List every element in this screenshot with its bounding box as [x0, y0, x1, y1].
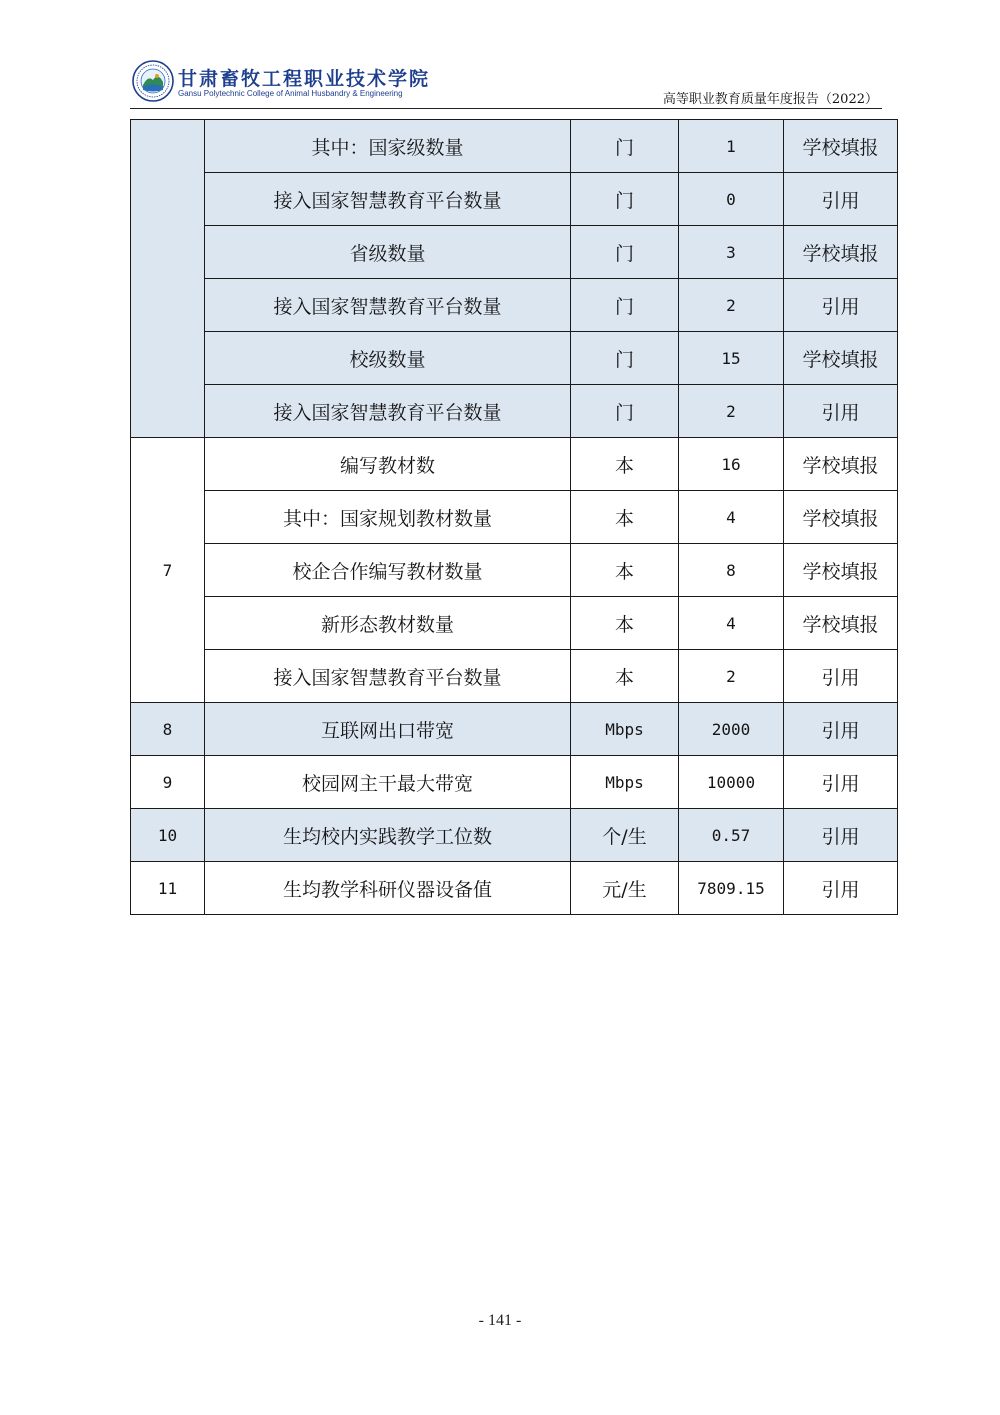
value-cell: 3 — [679, 226, 784, 279]
source-cell: 引用 — [784, 756, 898, 809]
value-cell: 2 — [679, 279, 784, 332]
value-cell: 1 — [679, 120, 784, 173]
table-row — [131, 597, 898, 650]
source-cell: 学校填报 — [784, 491, 898, 544]
table-row — [131, 173, 898, 226]
unit-cell: 本 — [571, 438, 679, 491]
table-row — [131, 650, 898, 703]
value-cell: 4 — [679, 597, 784, 650]
table-row — [131, 544, 898, 597]
unit-cell: 个/生 — [571, 809, 679, 862]
value-cell: 2000 — [679, 703, 784, 756]
source-cell: 引用 — [784, 385, 898, 438]
item-cell: 其中：国家级数量 — [205, 120, 571, 173]
row-index-cell: 7 — [131, 438, 205, 703]
source-cell: 学校填报 — [784, 120, 898, 173]
table-row — [131, 756, 898, 809]
source-cell: 学校填报 — [784, 332, 898, 385]
table-row — [131, 279, 898, 332]
table-row — [131, 491, 898, 544]
value-cell: 16 — [679, 438, 784, 491]
item-cell: 其中：国家规划教材数量 — [205, 491, 571, 544]
unit-cell: 本 — [571, 597, 679, 650]
unit-cell: 门 — [571, 279, 679, 332]
row-index-cell: 11 — [131, 862, 205, 915]
item-cell: 新形态教材数量 — [205, 597, 571, 650]
table-row — [131, 703, 898, 756]
source-cell: 引用 — [784, 809, 898, 862]
table-row — [131, 809, 898, 862]
unit-cell: 门 — [571, 385, 679, 438]
row-index-cell: 9 — [131, 756, 205, 809]
row-index-cell — [131, 120, 205, 438]
unit-cell: 本 — [571, 650, 679, 703]
item-cell: 互联网出口带宽 — [205, 703, 571, 756]
item-cell: 校园网主干最大带宽 — [205, 756, 571, 809]
school-seal-logo-icon — [132, 60, 174, 102]
report-title: 高等职业教育质量年度报告（2022） — [662, 92, 878, 107]
source-cell: 引用 — [784, 650, 898, 703]
item-cell: 接入国家智慧教育平台数量 — [205, 173, 571, 226]
source-cell: 引用 — [784, 173, 898, 226]
source-cell: 引用 — [784, 279, 898, 332]
table-row — [131, 332, 898, 385]
item-cell: 校企合作编写教材数量 — [205, 544, 571, 597]
data-table — [130, 119, 898, 915]
unit-cell: Mbps — [571, 703, 679, 756]
value-cell: 2 — [679, 385, 784, 438]
unit-cell: Mbps — [571, 756, 679, 809]
value-cell: 10000 — [679, 756, 784, 809]
source-cell: 学校填报 — [784, 438, 898, 491]
table-row — [131, 438, 898, 491]
school-name-cn: 甘肃畜牧工程职业技术学院 — [178, 68, 431, 90]
table-row — [131, 226, 898, 279]
item-cell: 生均校内实践教学工位数 — [205, 809, 571, 862]
source-cell: 引用 — [784, 862, 898, 915]
table-row — [131, 385, 898, 438]
item-cell: 接入国家智慧教育平台数量 — [205, 385, 571, 438]
source-cell: 学校填报 — [784, 226, 898, 279]
table-row — [131, 120, 898, 173]
row-index-cell: 10 — [131, 809, 205, 862]
value-cell: 0 — [679, 173, 784, 226]
item-cell: 编写教材数 — [205, 438, 571, 491]
unit-cell: 门 — [571, 332, 679, 385]
school-name-en: Gansu Polytechnic College of Animal Husbandry & Engineering — [178, 89, 403, 98]
value-cell: 4 — [679, 491, 784, 544]
unit-cell: 门 — [571, 120, 679, 173]
value-cell: 15 — [679, 332, 784, 385]
header-divider — [130, 108, 882, 109]
unit-cell: 本 — [571, 544, 679, 597]
unit-cell: 门 — [571, 173, 679, 226]
value-cell: 7809.15 — [679, 862, 784, 915]
item-cell: 校级数量 — [205, 332, 571, 385]
page-number: - 141 - — [478, 1312, 522, 1329]
item-cell: 省级数量 — [205, 226, 571, 279]
page-header — [130, 58, 882, 110]
value-cell: 2 — [679, 650, 784, 703]
item-cell: 接入国家智慧教育平台数量 — [205, 279, 571, 332]
unit-cell: 本 — [571, 491, 679, 544]
item-cell: 接入国家智慧教育平台数量 — [205, 650, 571, 703]
source-cell: 学校填报 — [784, 597, 898, 650]
table-row — [131, 862, 898, 915]
row-index-cell: 8 — [131, 703, 205, 756]
source-cell: 学校填报 — [784, 544, 898, 597]
unit-cell: 元/生 — [571, 862, 679, 915]
source-cell: 引用 — [784, 703, 898, 756]
unit-cell: 门 — [571, 226, 679, 279]
value-cell: 0.57 — [679, 809, 784, 862]
value-cell: 8 — [679, 544, 784, 597]
item-cell: 生均教学科研仪器设备值 — [205, 862, 571, 915]
